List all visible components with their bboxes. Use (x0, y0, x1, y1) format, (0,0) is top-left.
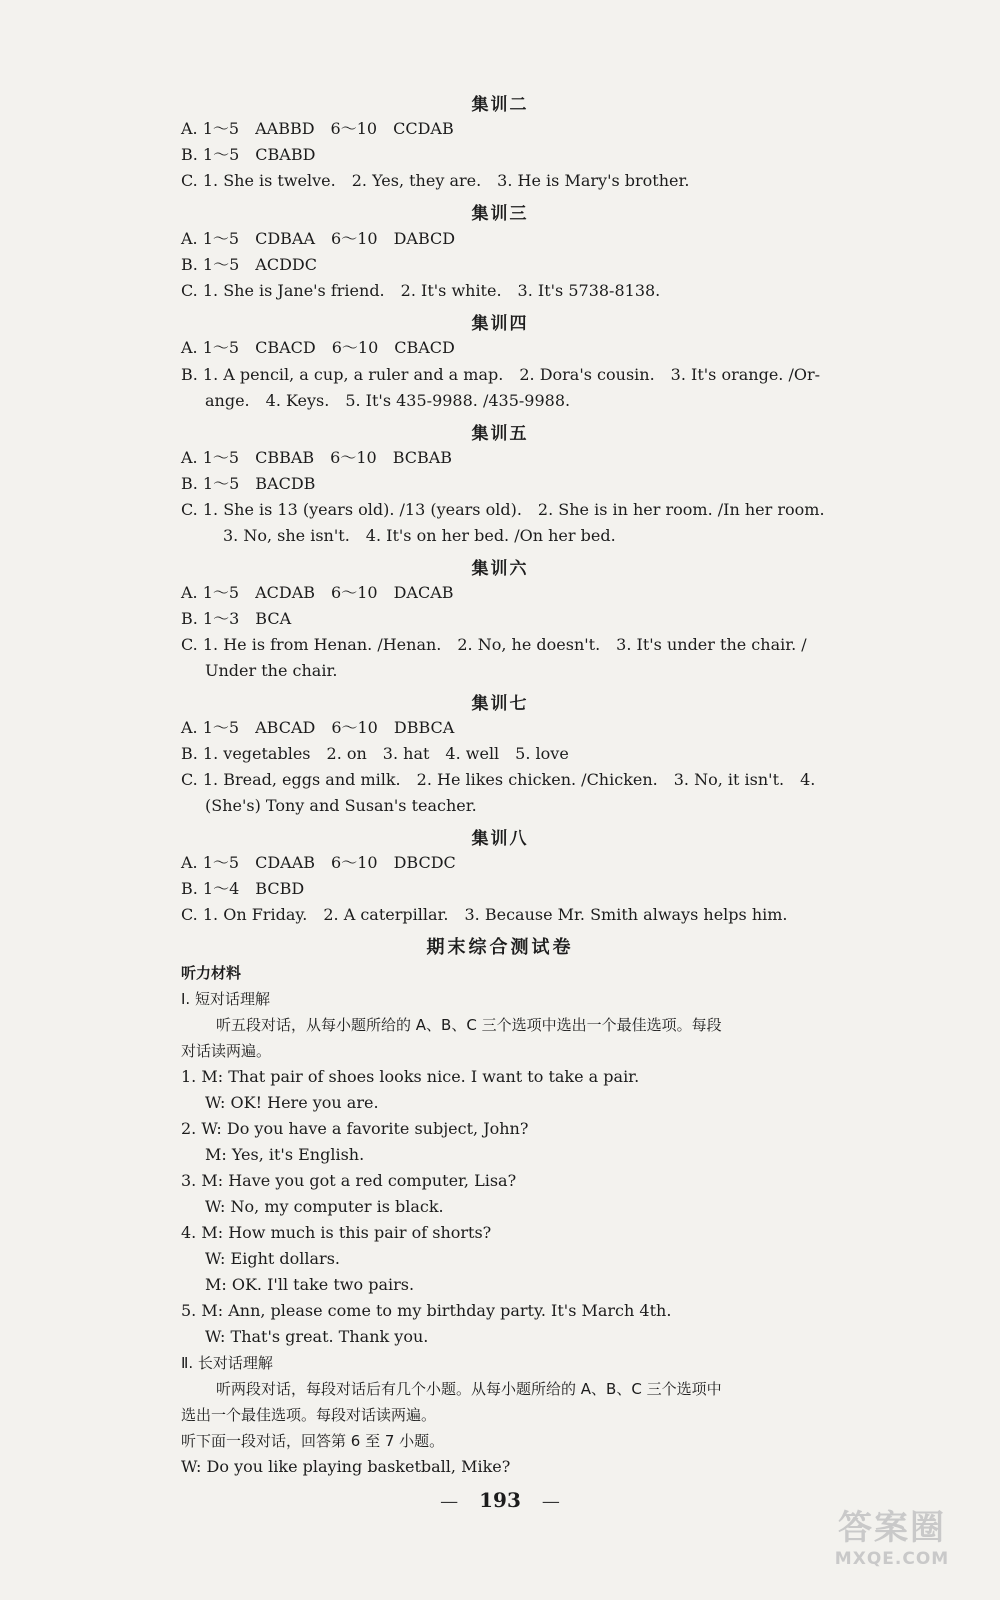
dialogue-line: M: Yes, it's English. (205, 1145, 365, 1164)
answer-line: A. 1～5 CBBAB 6～10 BCBAB (181, 448, 453, 467)
answer-line: C. 1. Bread, eggs and milk. 2. He likes chicken. /Chicken. 3. No, it isn't. 4. (181, 770, 816, 789)
answer-line: A. 1～5 AABBD 6～10 CCDAB (181, 119, 454, 138)
section-title-8: 集训八 (471, 829, 529, 849)
part2-note: 听下面一段对话，回答第 6 至 7 小题。 (181, 1432, 445, 1450)
section-title-3: 集训三 (471, 204, 529, 224)
dialogue-line: 1. M: That pair of shoes looks nice. I want to take a pair. (181, 1067, 640, 1086)
answer-line: C. 1. He is from Henan. /Henan. 2. No, he doesn't. 3. It's under the chair. / (181, 635, 807, 654)
answer-line: B. 1～4 BCBD (181, 879, 305, 898)
watermark-logo (812, 1500, 972, 1590)
answer-line: B. 1～5 BACDB (181, 474, 316, 493)
answer-line: A. 1～5 CDAAB 6～10 DBCDC (181, 853, 456, 872)
dialogue-line: W: No, my computer is black. (205, 1197, 444, 1216)
watermark-url: MXQE.COM (834, 1549, 950, 1569)
dialogue-line: W: OK! Here you are. (205, 1093, 379, 1112)
page-number-value: 193 (479, 1488, 521, 1512)
section-title-7: 集训七 (471, 694, 529, 714)
answer-line: A. 1～5 ACDAB 6～10 DACAB (181, 583, 454, 602)
watermark-logo-text: 答案圈 (838, 1508, 946, 1548)
part1-instruction: 对话读两遍。 (181, 1042, 272, 1060)
dialogue-line: W: That's great. Thank you. (205, 1327, 429, 1346)
answer-line: A. 1～5 CBACD 6～10 CBACD (181, 338, 455, 357)
answer-line: Under the chair. (205, 661, 338, 680)
section-title-4: 集训四 (471, 314, 529, 334)
answer-line: A. 1～5 ABCAD 6～10 DBBCA (181, 718, 455, 737)
dialogue-line: 4. M: How much is this pair of shorts? (181, 1223, 492, 1242)
answer-line: B. 1. A pencil, a cup, a ruler and a map. 2. Dora's cousin. 3. It's orange. /Or- (181, 365, 821, 384)
exam-title: 期末综合测试卷 (426, 937, 574, 958)
page-number-dash-left: — (440, 1491, 459, 1512)
answer-line: C. 1. She is twelve. 2. Yes, they are. 3. He is Mary's brother. (181, 171, 690, 190)
dialogue-line: W: Do you like playing basketball, Mike? (181, 1457, 511, 1476)
answer-line: B. 1～5 CBABD (181, 145, 316, 164)
page-number-dash-right: — (541, 1491, 560, 1512)
section-title-6: 集训六 (471, 559, 529, 579)
section-title-5: 集训五 (471, 424, 529, 444)
answer-line: 3. No, she isn't. 4. It's on her bed. /On her bed. (223, 526, 616, 545)
part2-instruction: 选出一个最佳选项。每段对话读两遍。 (181, 1406, 437, 1424)
answer-line: A. 1～5 CDBAA 6～10 DABCD (181, 229, 456, 248)
answer-line: C. 1. She is Jane's friend. 2. It's white. 3. It's 5738-8138. (181, 281, 661, 300)
part1-instruction: 听五段对话，从每小题所给的 A、B、C 三个选项中选出一个最佳选项。每段 (216, 1016, 722, 1034)
answer-line: C. 1. On Friday. 2. A caterpillar. 3. Because Mr. Smith always helps him. (181, 905, 788, 924)
section-title-2: 集训二 (471, 95, 529, 115)
part2-title: Ⅱ. 长对话理解 (181, 1354, 273, 1372)
dialogue-line: M: OK. I'll take two pairs. (205, 1275, 415, 1294)
answer-line: B. 1. vegetables 2. on 3. hat 4. well 5. love (181, 744, 569, 763)
answer-line: ange. 4. Keys. 5. It's 435-9988. /435-9988. (205, 391, 571, 410)
answer-line: B. 1～3 BCA (181, 609, 292, 628)
dialogue-line: 5. M: Ann, please come to my birthday party. It's March 4th. (181, 1301, 672, 1320)
listening-label: 听力材料 (181, 964, 242, 982)
dialogue-line: W: Eight dollars. (205, 1249, 340, 1268)
dialogue-line: 2. W: Do you have a favorite subject, John? (181, 1119, 529, 1138)
answer-line: B. 1～5 ACDDC (181, 255, 317, 274)
dialogue-line: 3. M: Have you got a red computer, Lisa? (181, 1171, 517, 1190)
part1-title: Ⅰ. 短对话理解 (181, 990, 270, 1008)
answer-line: (She's) Tony and Susan's teacher. (205, 796, 477, 815)
answer-line: C. 1. She is 13 (years old). /13 (years old). 2. She is in her room. /In her room. (181, 500, 825, 519)
part2-instruction: 听两段对话，每段对话后有几个小题。从每小题所给的 A、B、C 三个选项中 (216, 1380, 722, 1398)
